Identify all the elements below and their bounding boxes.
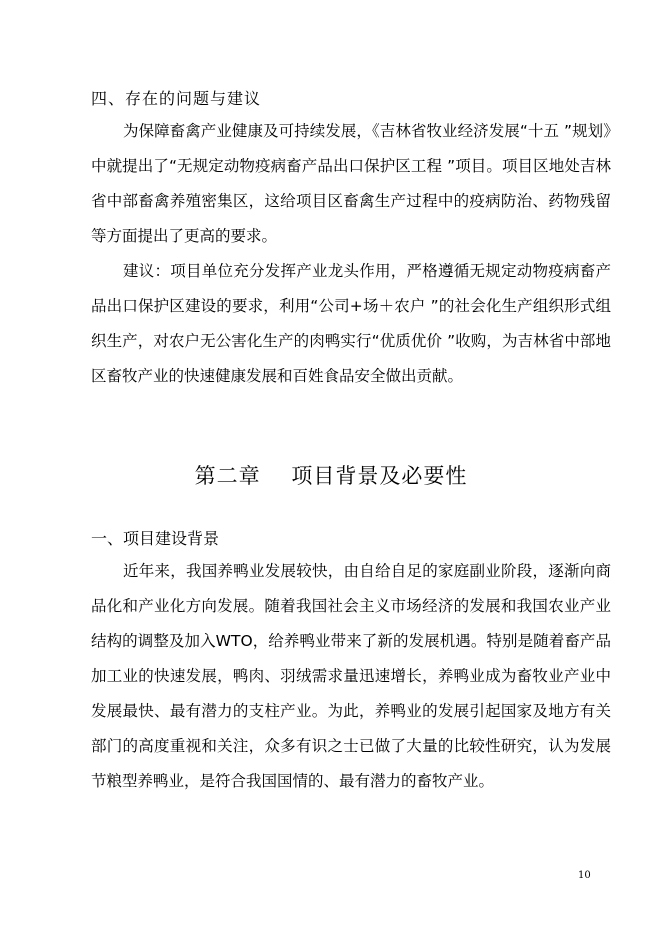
chapter-title: 第二章 项目背景及必要性 <box>194 464 468 488</box>
paragraph-duck-industry: 近年来，我国养鸭业发展较快，由自给自足的家庭副业阶段，逐渐向商品化和产业化方向发展。随着我国社会主义市场经济的发展和我国农业产业结构的调整及加入WTO，给养鸭业带来了新的发展机遇。特别是随着畜产品加工业的快速发展，鸭肉、羽绒需求量迅速增长，养鸭业成为畜牧业产业中发展最快、最有潜力的支柱产业。为此，养鸭业的发展引起国家及地方有关部门的高度重视和关注，众多有识之士已做了大量的比较性研究，认为发展节粮型养鸭业，是符合我国国情的、最有潜力的畜牧产业。 <box>91 562 611 790</box>
section-heading-problems-suggestions: 四、存在的问题与建议 <box>91 89 262 108</box>
section-heading-project-background: 一、项目建设背景 <box>91 529 220 548</box>
paragraph-suggestion: 建议：项目单位充分发挥产业龙头作用，严格遵循无规定动物疫病畜产品出口保护区建设的要求，利用“公司+场＋农户 ”的社会化生产组织形式组织生产，对农户无公害化生产的肉鸭实行“优质优价 ”收购，为吉林省中部地区畜牧产业的快速健康发展和百姓食品安全做出贡献。 <box>91 262 611 385</box>
paragraph-background-policy: 为保障畜禽产业健康及可持续发展，《吉林省牧业经济发展“十五 ”规划》中就提出了“无规定动物疫病畜产品出口保护区工程 ”项目。项目区地处吉林省中部畜禽养殖密集区，这给项目区畜禽生产过程中的疫病防治、药物残留等方面提出了更高的要求。 <box>91 122 611 245</box>
page-number: 10 <box>578 870 591 881</box>
